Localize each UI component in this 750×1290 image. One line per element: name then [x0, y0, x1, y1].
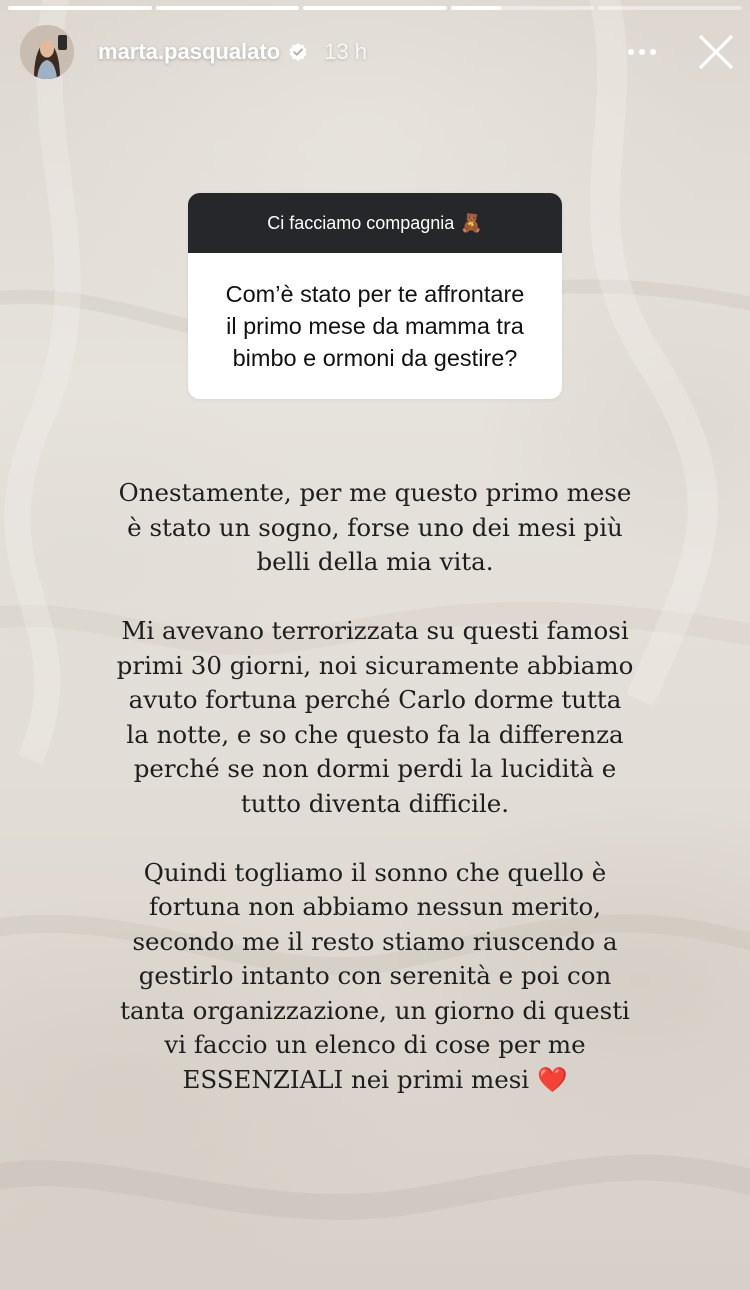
avatar[interactable]	[20, 25, 74, 79]
more-options-button[interactable]	[624, 36, 660, 68]
progress-segment	[598, 6, 742, 10]
post-time: 13 h	[324, 39, 367, 64]
question-sticker-header	[188, 193, 562, 253]
answer-paragraph-text: Quindi togliamo il sonno che quello è fortuna non abbiamo nessun merito, secondo me il resto stiamo riuscendo a gestirlo intanto con serenità e poi con tanta organizzazione, un giorno di questi vi faccio un elenco di cose per me ESSENZIALI nei primi mesi	[120, 857, 630, 1094]
more-horizontal-icon	[627, 48, 657, 56]
teddy-bear-emoji: 🧸	[460, 212, 483, 233]
story-progress-bar	[8, 6, 742, 10]
avatar-photo-icon	[20, 25, 74, 79]
answer-paragraph-last	[60, 856, 690, 1098]
progress-segment	[303, 6, 447, 10]
progress-segment	[8, 6, 152, 10]
close-icon	[698, 34, 734, 70]
answer-text-block	[60, 476, 690, 1132]
question-text: Com’è stato per te affrontare il primo mese da mamma tra bimbo e ormoni da gestire?	[188, 253, 562, 399]
story-header	[20, 22, 736, 82]
answer-paragraph: Mi avevano terrorizzata su questi famosi primi 30 giorni, noi sicuramente abbiamo avuto fortuna perché Carlo dorme tutta la notte, e so che questo fa la differenza perché se non dormi perdi la lucidità e tutto diventa difficile.	[116, 616, 634, 818]
red-heart-emoji: ❤️	[536, 1064, 568, 1094]
answer-paragraph: Onestamente, per me questo primo mese è stato un sogno, forse uno dei mesi più belli della mia vita.	[118, 478, 632, 576]
question-sticker-title: Ci facciamo compagnia	[267, 212, 455, 233]
close-button[interactable]	[696, 32, 736, 72]
progress-segment	[156, 6, 300, 10]
progress-segment	[451, 6, 595, 10]
username[interactable]: marta.pasqualato	[98, 39, 281, 64]
verified-badge-icon	[288, 42, 308, 62]
question-sticker[interactable]	[188, 193, 562, 399]
